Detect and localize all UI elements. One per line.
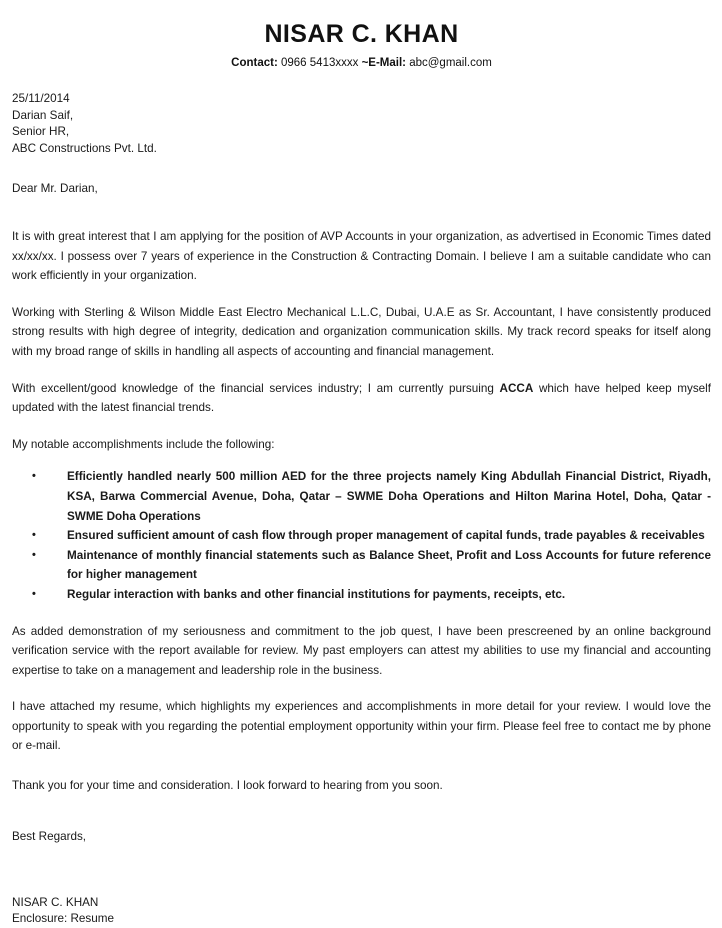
contact-line xyxy=(12,55,711,71)
qualification-highlight: ACCA xyxy=(499,381,534,395)
signature-block xyxy=(12,895,711,928)
recipient-company: ABC Constructions Pvt. Ltd. xyxy=(12,141,157,155)
qualification-text-suffix: which have helped keep myself updated with the latest financial trends. xyxy=(12,381,712,415)
salutation: Dear Mr. Darian, xyxy=(12,182,98,195)
email-address: abc@gmail.com xyxy=(409,57,492,69)
accomplishments-list xyxy=(12,467,711,604)
email-label: ~E-Mail: xyxy=(361,57,406,69)
page-title: NISAR C. KHAN xyxy=(264,20,459,48)
accomplishments-intro: My notable accomplishments include the following: xyxy=(12,437,275,451)
address-block xyxy=(12,91,711,157)
phone-number: 0966 5413xxxx xyxy=(281,57,359,69)
list-item: • Maintenance of monthly financial statements such as Balance Sheet, Profit and Loss Accounts for future reference for higher management xyxy=(12,546,711,585)
paragraph-background-check: As added demonstration of my seriousness and commitment to the job quest, I have been prescreened by an online background verification service with the report available for review. My past employers can attest my abilities to use my financial and accounting expertise to take on a management and leadership role in the business. xyxy=(12,624,711,677)
recipient-title: Senior HR, xyxy=(12,125,70,138)
qualification-text-prefix: With excellent/good knowledge of the financial services industry; I am currently pursuing xyxy=(12,381,500,395)
paragraph-intro: It is with great interest that I am applying for the position of AVP Accounts in your organization, as advertised in Economic Times dated xx/xx/xx. I possess over 7 years of experience in the Construction & Contracting Domain. I believe I am a suitable candidate who can work efficiently in your organization. xyxy=(12,230,711,283)
paragraph-resume-attached: I have attached my resume, which highlights my experiences and accomplishments in more detail for your review. I would love the opportunity to speak with you regarding the potential employment opportunity within your firm. Please feel free to contact me by phone or e-mail. xyxy=(12,700,711,753)
recipient-name: Darian Saif, xyxy=(12,108,74,122)
contact-label: Contact: xyxy=(231,57,278,69)
letter-date: 25/11/2014 xyxy=(12,92,70,105)
paragraph-thanks: Thank you for your time and consideration. I look forward to hearing from you soon. xyxy=(12,779,443,793)
letter-header xyxy=(12,12,711,71)
paragraph-experience: Working with Sterling & Wilson Middle East Electro Mechanical L.L.C, Dubai, U.A.E as Sr. Accountant, I have consistently produced strong results with high degree of integrity, dedication and organization communication skills. My track record speaks for itself along with my broad range of skills in handling all aspects of accounting and financial management. xyxy=(12,305,711,358)
list-item: • Ensured sufficient amount of cash flow through proper management of capital funds, trade payables & receivables xyxy=(12,526,711,546)
paragraph-qualification xyxy=(12,379,711,418)
list-item: • Efficiently handled nearly 500 million AED for the three projects namely King Abdullah Financial District, Riyadh, KSA, Barwa Commercial Avenue, Doha, Qatar – SWME Doha Operations and Hilton Marina Hotel, Doha, Qatar - SWME Doha Operations xyxy=(12,467,711,526)
enclosure-note: Enclosure: Resume xyxy=(12,912,114,926)
closing-regards: Best Regards, xyxy=(12,829,87,843)
signature-name: NISAR C. KHAN xyxy=(12,895,99,909)
list-item: • Regular interaction with banks and other financial institutions for payments, receipts, etc. xyxy=(12,585,711,605)
